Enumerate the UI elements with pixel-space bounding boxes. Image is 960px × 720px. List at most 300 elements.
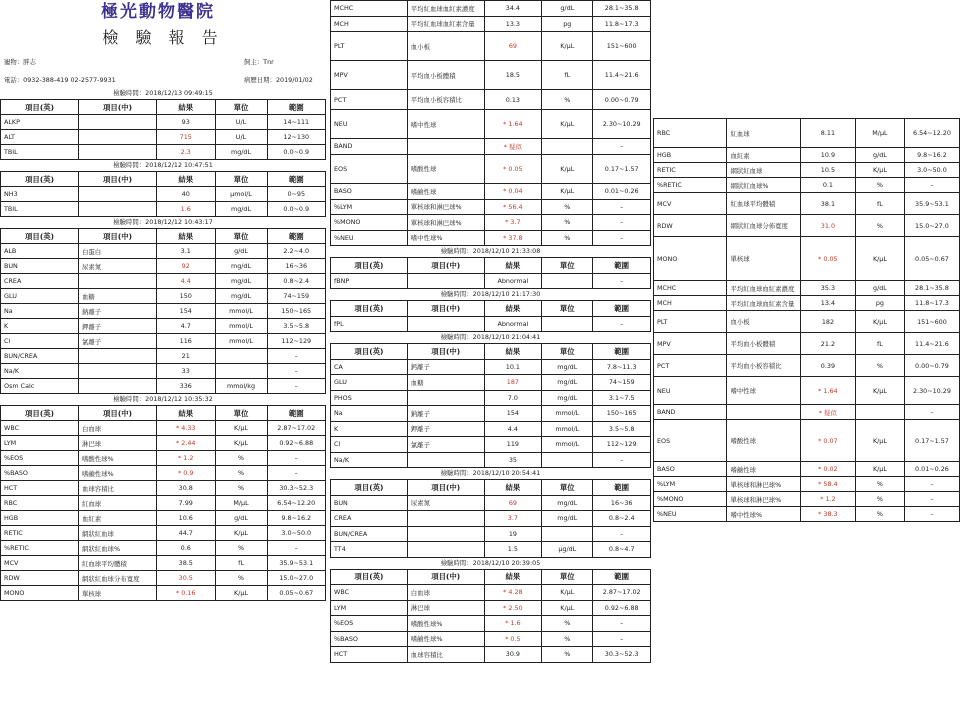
result-value: 21 (157, 349, 216, 364)
unit: K/μL (542, 110, 593, 139)
unit: K/μL (855, 462, 904, 477)
item-zh (79, 115, 157, 130)
item-en: PCT (654, 355, 727, 377)
item-zh: 血紅素 (727, 148, 800, 163)
table-row (654, 492, 960, 507)
table-row (331, 437, 651, 453)
table-row (654, 507, 960, 522)
table-row (331, 273, 651, 289)
reference-range: 6.54~12.20 (267, 496, 326, 511)
table-row (331, 600, 651, 616)
reference-range: 0.00~0.79 (593, 90, 651, 110)
item-en: MONO (1, 586, 79, 601)
item-zh (79, 187, 157, 202)
table-row (654, 420, 960, 462)
item-en: %NEU (331, 230, 408, 246)
unit: mg/dL (215, 202, 267, 217)
table-row (1, 130, 326, 145)
item-en: ALB (1, 244, 79, 259)
reference-range: 3.5~5.8 (267, 319, 326, 334)
item-zh: 嗜中性球% (407, 230, 484, 246)
unit: % (215, 541, 267, 556)
reference-range: 2.30~10.29 (904, 377, 959, 405)
item-zh: 網狀紅血球分佈寬度 (727, 215, 800, 237)
result-value: 1.6 (157, 202, 216, 217)
header-item-en: 項目(英) (1, 406, 79, 421)
reference-range: 0.01~0.26 (593, 183, 651, 199)
result-value: * 0.07 (800, 420, 855, 462)
unit: mmol/L (215, 304, 267, 319)
table-row (654, 178, 960, 193)
header-item-zh: 項目(中) (407, 301, 484, 317)
result-value: * 0.05 (800, 237, 855, 281)
table-row (331, 495, 651, 511)
reference-range: 6.54~12.20 (904, 119, 959, 148)
result-value: 69 (484, 495, 542, 511)
reference-range: 0.00~0.79 (904, 355, 959, 377)
result-value: * 疑似 (484, 139, 542, 155)
item-en: %BASO (1, 466, 79, 481)
item-en: PCT (331, 90, 408, 110)
item-zh (407, 511, 484, 527)
result-value: * 0.16 (157, 586, 216, 601)
unit (542, 273, 593, 289)
item-zh (79, 364, 157, 379)
result-value: * 1.64 (800, 377, 855, 405)
reference-range: – (593, 452, 651, 468)
header-item-zh: 項目(中) (407, 258, 484, 274)
item-zh: 平均血小板體積 (407, 61, 484, 90)
table-row (331, 359, 651, 375)
item-zh (79, 349, 157, 364)
table-row (1, 259, 326, 274)
result-value: 21.2 (800, 333, 855, 355)
item-en: %NEU (654, 507, 727, 522)
unit: % (855, 215, 904, 237)
unit (542, 316, 593, 332)
lab-table (330, 343, 651, 468)
item-zh: 嗜鹼性球 (407, 183, 484, 199)
test-timestamp: 檢驗時間：2018/12/10 21:17:30 (440, 290, 541, 298)
item-en: Na (331, 406, 408, 422)
item-en: BAND (331, 139, 408, 155)
lab-table (0, 171, 326, 217)
item-en: PHOS (331, 390, 408, 406)
item-zh: 血球容積比 (407, 647, 484, 663)
unit: fL (215, 556, 267, 571)
reference-range: 11.4~21.6 (593, 61, 651, 90)
table-row (654, 477, 960, 492)
item-zh: 白蛋白 (79, 244, 157, 259)
header-range: 範圍 (267, 100, 326, 115)
table-row (654, 237, 960, 281)
item-zh: 單核球和淋巴球% (727, 492, 800, 507)
test-timestamp: 檢驗時間：2018/12/12 10:43:17 (113, 218, 213, 226)
unit: mg/dL (542, 495, 593, 511)
result-value: 2.3 (157, 145, 216, 160)
header-item-en: 項目(英) (331, 301, 408, 317)
header-item-en: 項目(英) (331, 258, 408, 274)
item-zh (407, 452, 484, 468)
reference-range: – (267, 451, 326, 466)
item-en: %LYM (654, 477, 727, 492)
unit: % (542, 199, 593, 215)
item-zh: 嗜鹼性球% (79, 466, 157, 481)
item-en: LYM (1, 436, 79, 451)
test-timestamp: 檢驗時間：2018/12/10 20:39:05 (440, 558, 541, 567)
reference-range: 3.0~50.0 (904, 163, 959, 178)
item-en: %LYM (331, 199, 408, 215)
item-zh: 嗜中性球 (727, 377, 800, 405)
unit: mmol/L (215, 334, 267, 349)
header-unit: 單位 (542, 301, 593, 317)
item-zh (407, 316, 484, 332)
table-header-row (1, 100, 326, 115)
reference-range: 9.8~16.2 (267, 511, 326, 526)
item-en: WBC (331, 585, 408, 601)
header-item-en: 項目(英) (1, 172, 79, 187)
table-row (331, 215, 651, 231)
test-timestamp: 檢驗時間：2018/12/12 10:47:51 (113, 161, 213, 169)
item-zh: 嗜中性球 (407, 110, 484, 139)
reference-range: 2.30~10.29 (593, 110, 651, 139)
reference-range: – (267, 466, 326, 481)
result-value: * 0.05 (484, 154, 542, 183)
reference-range: – (593, 616, 651, 632)
item-zh: 嗜中性球% (727, 507, 800, 522)
item-zh (407, 542, 484, 558)
unit: % (855, 492, 904, 507)
table-row (331, 631, 651, 647)
unit: mg/dL (542, 359, 593, 375)
result-value: 10.1 (484, 359, 542, 375)
unit: M/μL (855, 119, 904, 148)
header-result: 結果 (484, 569, 542, 585)
item-en: K (1, 319, 79, 334)
unit: fL (542, 61, 593, 90)
table-row (1, 187, 326, 202)
table-header-row (1, 406, 326, 421)
lab-table (330, 300, 651, 332)
reference-range: – (593, 199, 651, 215)
header-result: 結果 (157, 172, 216, 187)
unit (215, 349, 267, 364)
table-header-row (1, 229, 326, 244)
item-zh: 氯離子 (407, 437, 484, 453)
table-row (1, 274, 326, 289)
result-value: 187 (484, 375, 542, 391)
item-zh: 平均紅血球血紅素濃度 (727, 281, 800, 296)
report-column-1 (0, 0, 326, 601)
item-en: %MONO (331, 215, 408, 231)
column-3-top-space (653, 0, 960, 118)
test-timestamp: 檢驗時間：2018/12/10 21:33:08 (440, 247, 541, 255)
item-zh: 血球容積比 (79, 481, 157, 496)
reference-range: 2.2~4.0 (267, 244, 326, 259)
table-row (1, 421, 326, 436)
item-en: RETIC (654, 163, 727, 178)
reference-range: 0.92~6.88 (267, 436, 326, 451)
table-row (1, 526, 326, 541)
item-en: NEU (331, 110, 408, 139)
table-row (654, 193, 960, 215)
column-3-sections (653, 0, 960, 522)
item-zh (407, 390, 484, 406)
item-en: MCH (331, 16, 408, 32)
reference-range: 2.87~17.02 (593, 585, 651, 601)
item-en: BUN/CREA (1, 349, 79, 364)
table-row (654, 281, 960, 296)
item-en: NH3 (1, 187, 79, 202)
table-row (1, 541, 326, 556)
item-en: EOS (331, 154, 408, 183)
header-unit: 單位 (215, 406, 267, 421)
unit: mg/dL (215, 274, 267, 289)
item-en: HGB (1, 511, 79, 526)
header-result: 結果 (157, 229, 216, 244)
table-row (654, 163, 960, 178)
result-value: 30.8 (157, 481, 216, 496)
item-zh: 平均紅血球血紅素含量 (407, 16, 484, 32)
result-value: 3.7 (484, 511, 542, 527)
item-zh (79, 130, 157, 145)
patient-info-row-2 (0, 70, 326, 88)
reference-range: 30.3~52.3 (267, 481, 326, 496)
item-zh: 單核球 (727, 237, 800, 281)
result-value: * 1.6 (484, 616, 542, 632)
header-range: 範圍 (593, 258, 651, 274)
item-en: MCH (654, 296, 727, 311)
header-unit: 單位 (542, 569, 593, 585)
result-value: * 4.28 (484, 585, 542, 601)
header-range: 範圍 (267, 229, 326, 244)
table-row (331, 316, 651, 332)
table-row (331, 90, 651, 110)
item-en: RETIC (1, 526, 79, 541)
reference-range: 3.5~5.8 (593, 421, 651, 437)
record-date: 病歷日期：2019/01/02 (244, 76, 313, 84)
result-value: 154 (484, 406, 542, 422)
unit: K/μL (215, 526, 267, 541)
result-value: 19 (484, 526, 542, 542)
result-value: * 0.5 (484, 631, 542, 647)
table-header-row (331, 258, 651, 274)
reference-range: – (593, 139, 651, 155)
table-row (1, 451, 326, 466)
result-value: * 2.50 (484, 600, 542, 616)
reference-range: 35.9~53.1 (904, 193, 959, 215)
reference-range: 0.05~0.67 (267, 586, 326, 601)
result-value: * 38.3 (800, 507, 855, 522)
item-zh: 紅血球平均體積 (79, 556, 157, 571)
item-en: MPV (331, 61, 408, 90)
item-zh: 尿素氮 (79, 259, 157, 274)
reference-range: 0.17~1.57 (904, 420, 959, 462)
reference-range: – (593, 631, 651, 647)
item-zh: 尿素氮 (407, 495, 484, 511)
table-row (654, 333, 960, 355)
table-row (331, 32, 651, 61)
item-en: CA (331, 359, 408, 375)
item-zh: 嗜酸性球 (407, 154, 484, 183)
item-zh: 網狀紅血球% (727, 178, 800, 193)
reference-range: 0.17~1.57 (593, 154, 651, 183)
unit: mg/dL (215, 259, 267, 274)
item-en: HCT (1, 481, 79, 496)
reference-range: – (267, 364, 326, 379)
item-en: %RETIC (654, 178, 727, 193)
result-value: 4.4 (157, 274, 216, 289)
item-en: PLT (331, 32, 408, 61)
table-row (331, 511, 651, 527)
result-value: 336 (157, 379, 216, 394)
table-row (331, 230, 651, 246)
item-en: RBC (654, 119, 727, 148)
table-row (654, 377, 960, 405)
pet-name: 寵物：胖志 (4, 58, 36, 66)
unit (542, 526, 593, 542)
item-en: MONO (654, 237, 727, 281)
unit: K/μL (855, 377, 904, 405)
lab-table (0, 228, 326, 394)
reference-range: 0.8~2.4 (593, 511, 651, 527)
item-zh: 平均血小板容積比 (727, 355, 800, 377)
table-row (331, 110, 651, 139)
reference-range: – (593, 526, 651, 542)
test-timestamp: 檢驗時間：2018/12/12 10:35:32 (113, 395, 213, 403)
item-zh (407, 273, 484, 289)
item-zh (727, 405, 800, 420)
header-range: 範圍 (593, 301, 651, 317)
item-zh: 鈉離子 (79, 304, 157, 319)
unit: % (542, 647, 593, 663)
header-item-zh: 項目(中) (407, 480, 484, 496)
table-row (1, 349, 326, 364)
reference-range: 112~129 (593, 437, 651, 453)
item-zh: 淋巴球 (79, 436, 157, 451)
unit: K/μL (542, 183, 593, 199)
header-result: 結果 (484, 480, 542, 496)
result-value: 150 (157, 289, 216, 304)
reference-range: 0.8~2.4 (267, 274, 326, 289)
unit: mmol/L (542, 406, 593, 422)
table-row (1, 379, 326, 394)
item-en: BUN/CREA (331, 526, 408, 542)
unit: mmol/L (542, 421, 593, 437)
item-en: %RETIC (1, 541, 79, 556)
unit: mmol/L (215, 319, 267, 334)
item-zh: 嗜酸性球% (407, 616, 484, 632)
unit: % (215, 481, 267, 496)
report-column-3 (653, 0, 960, 522)
reference-range: 28.1~35.8 (593, 1, 651, 17)
header-unit: 單位 (542, 258, 593, 274)
item-en: %MONO (654, 492, 727, 507)
item-zh: 血小板 (727, 311, 800, 333)
item-zh: 鉀離子 (407, 421, 484, 437)
item-en: HCT (331, 647, 408, 663)
table-row (331, 526, 651, 542)
unit: K/μL (542, 585, 593, 601)
reference-range: 14~111 (267, 115, 326, 130)
unit: U/L (215, 115, 267, 130)
item-zh: 單核球和淋巴球% (727, 477, 800, 492)
reference-range: 3.0~50.0 (267, 526, 326, 541)
table-row (331, 375, 651, 391)
unit: K/μL (215, 436, 267, 451)
result-value: 10.9 (800, 148, 855, 163)
item-zh: 嗜鹼性球% (407, 631, 484, 647)
header-item-zh: 項目(中) (79, 172, 157, 187)
reference-range: 15.0~27.0 (904, 215, 959, 237)
item-en: EOS (654, 420, 727, 462)
table-header-row (331, 301, 651, 317)
table-row (1, 244, 326, 259)
header-range: 範圍 (267, 406, 326, 421)
reference-range: – (593, 215, 651, 231)
item-en: GLU (331, 375, 408, 391)
unit: % (855, 477, 904, 492)
table-row (1, 571, 326, 586)
item-zh: 平均血小板容積比 (407, 90, 484, 110)
table-row (331, 139, 651, 155)
item-en: Na/K (331, 452, 408, 468)
table-row (331, 421, 651, 437)
unit: μg/dL (542, 542, 593, 558)
result-value: 10.6 (157, 511, 216, 526)
result-value: 154 (157, 304, 216, 319)
table-row (331, 647, 651, 663)
item-zh: 鈣離子 (407, 359, 484, 375)
item-zh: 氯離子 (79, 334, 157, 349)
result-value: 38.1 (800, 193, 855, 215)
header-unit: 單位 (215, 229, 267, 244)
unit (215, 364, 267, 379)
item-en: RDW (1, 571, 79, 586)
table-row (1, 319, 326, 334)
reference-range: – (904, 178, 959, 193)
table-header-row (1, 172, 326, 187)
lab-table (330, 569, 651, 663)
table-row (1, 202, 326, 217)
reference-range: 74~159 (593, 375, 651, 391)
table-row (331, 61, 651, 90)
item-zh (407, 139, 484, 155)
result-value: 92 (157, 259, 216, 274)
result-value: * 1.2 (157, 451, 216, 466)
item-en: MCV (654, 193, 727, 215)
result-value: 69 (484, 32, 542, 61)
reference-range: 0.05~0.67 (904, 237, 959, 281)
unit: K/μL (215, 421, 267, 436)
header-result: 結果 (157, 100, 216, 115)
result-value: * 37.8 (484, 230, 542, 246)
table-row (1, 436, 326, 451)
result-value: 33 (157, 364, 216, 379)
reference-range: – (593, 316, 651, 332)
header-item-en: 項目(英) (331, 344, 408, 360)
unit: % (542, 616, 593, 632)
result-value: * 疑似 (800, 405, 855, 420)
result-value: Abnormal (484, 316, 542, 332)
unit: K/μL (855, 163, 904, 178)
table-row (1, 304, 326, 319)
table-row (1, 115, 326, 130)
result-value: 4.4 (484, 421, 542, 437)
reference-range: 16~36 (593, 495, 651, 511)
result-value: 38.5 (157, 556, 216, 571)
reference-range: 151~600 (904, 311, 959, 333)
